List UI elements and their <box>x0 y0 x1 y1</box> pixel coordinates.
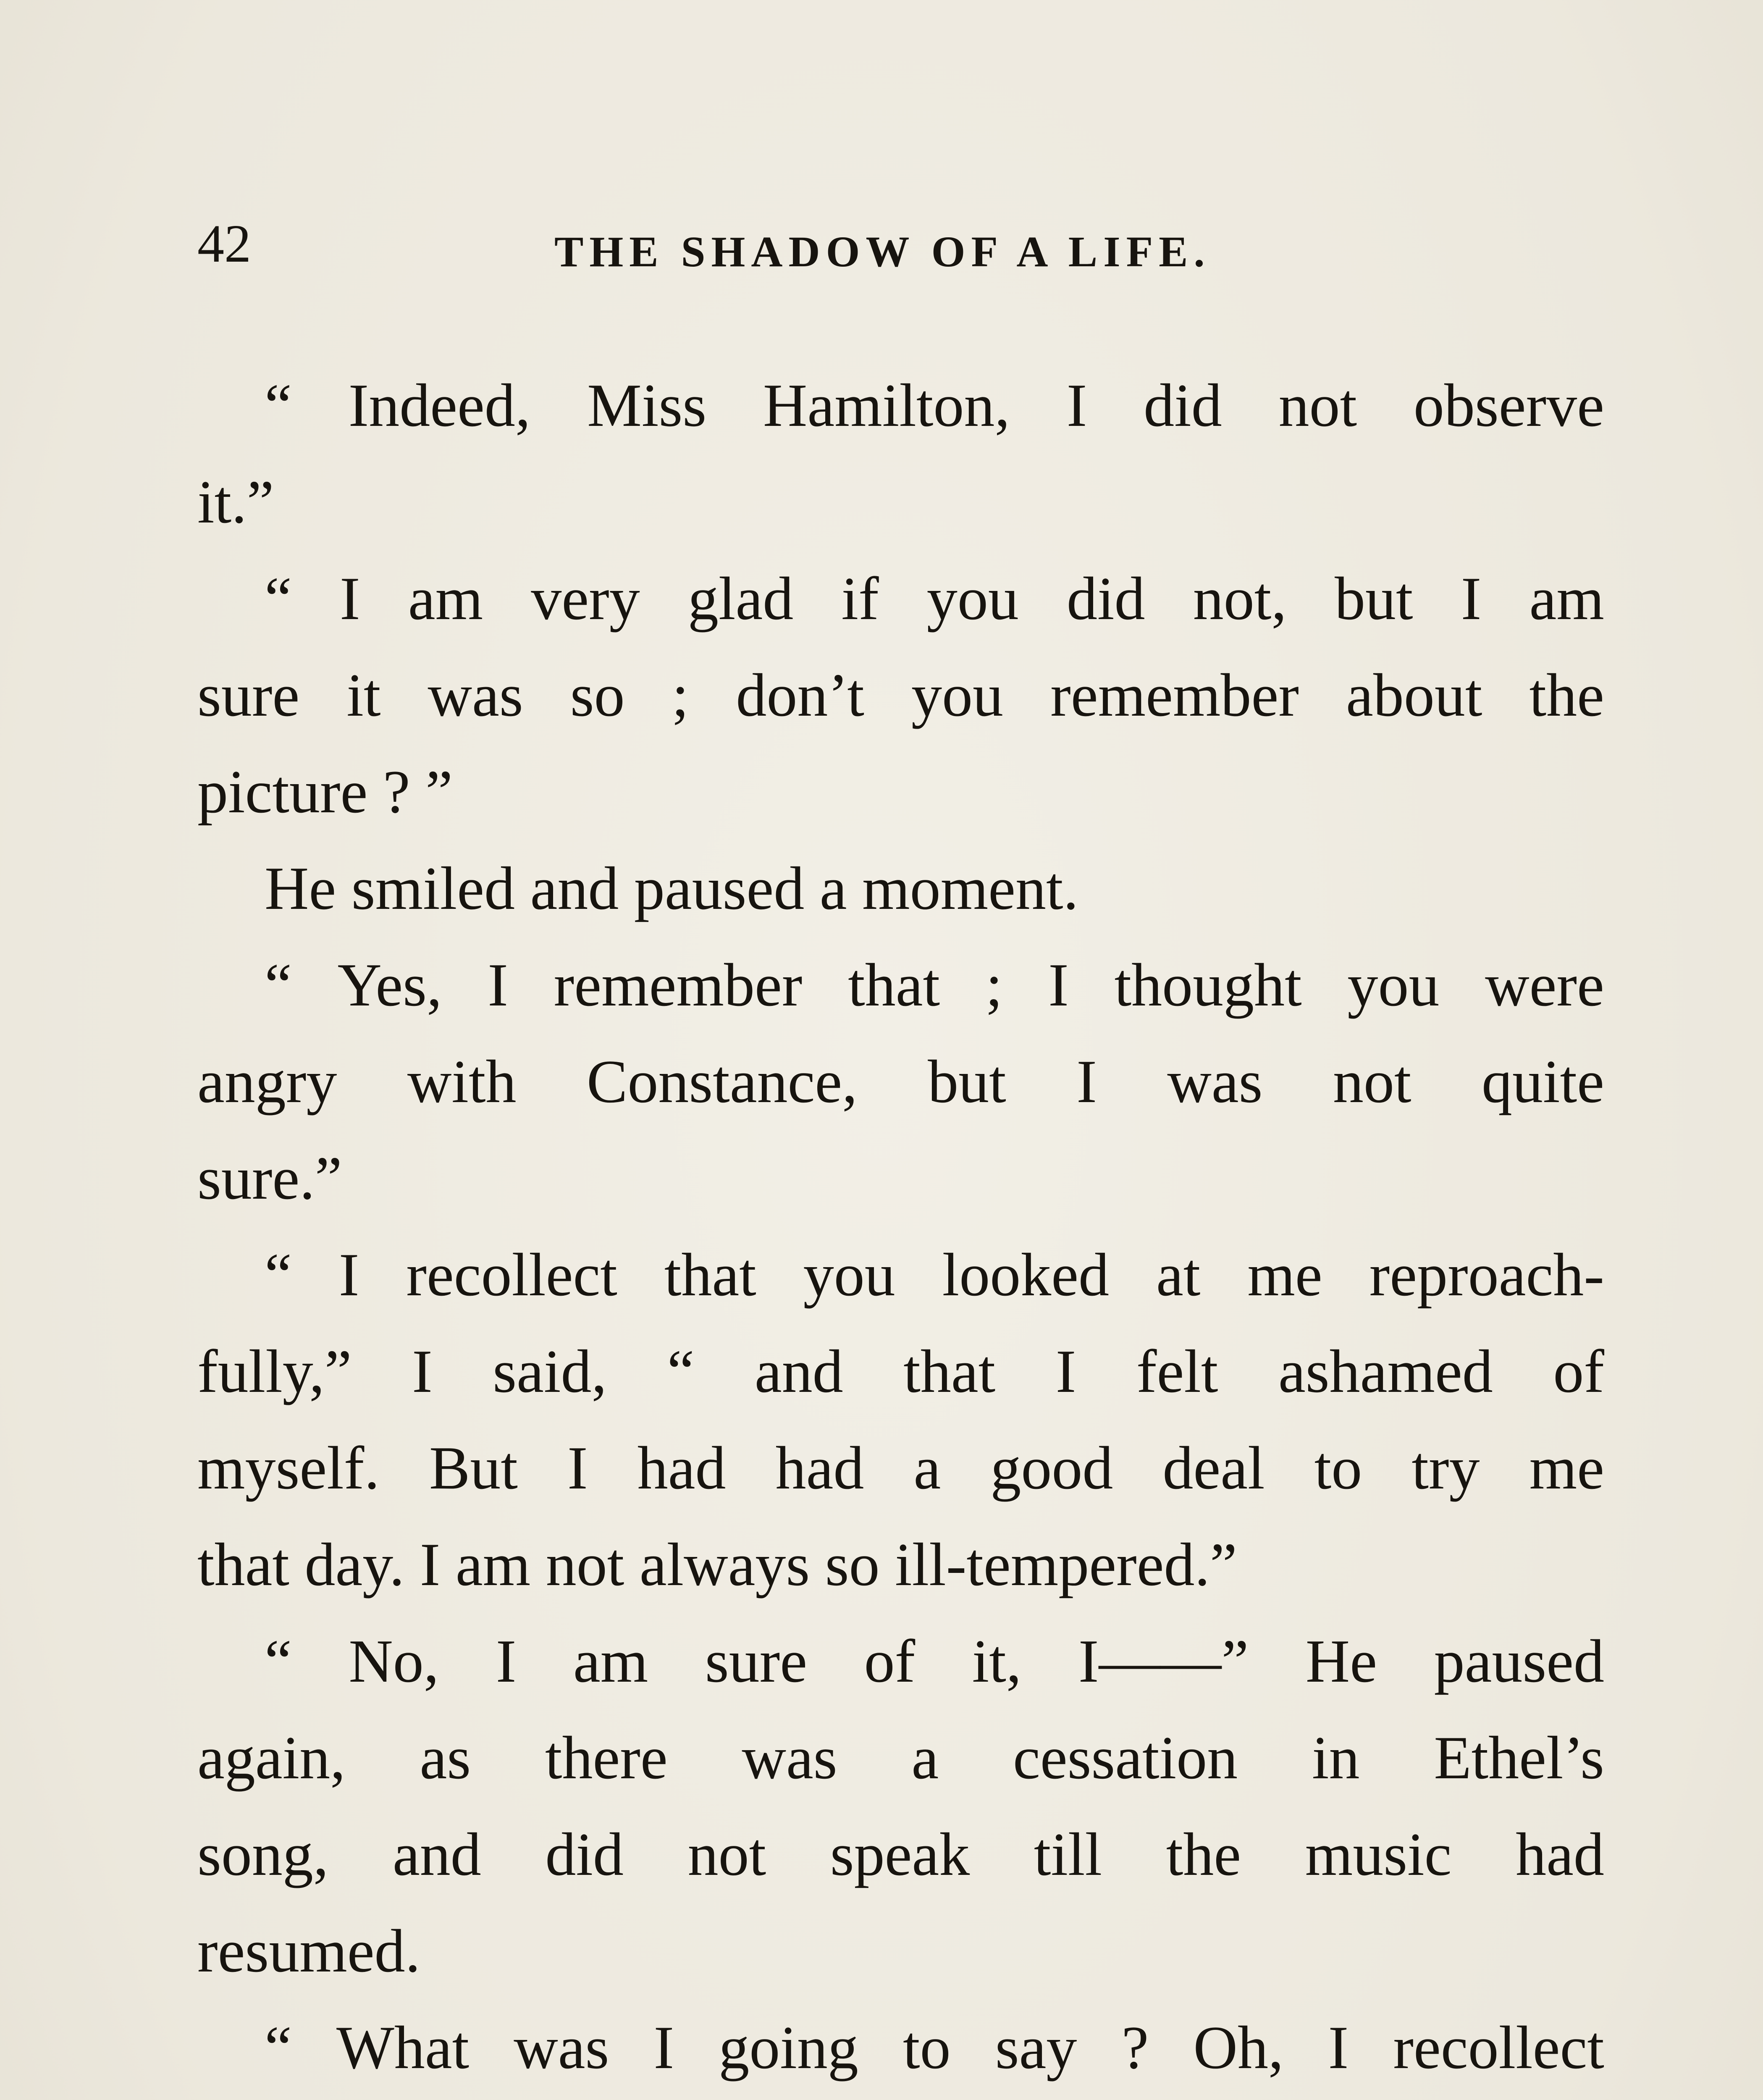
paragraph <box>197 840 1604 937</box>
body-text <box>197 357 1604 2100</box>
page-header <box>197 212 1600 275</box>
text-line: “ Indeed, Miss Hamilton, I did not observe <box>265 371 1604 439</box>
text-line: picture ? ” <box>197 758 453 826</box>
text-line: “ I recollect that you looked at me reproach- <box>265 1241 1604 1309</box>
text-line: “ Yes, I remember that ; I thought you were <box>265 951 1604 1019</box>
text-line: “ I am very glad if you did not, but I am <box>265 564 1604 633</box>
paragraph <box>197 357 1604 550</box>
text-line: it.” <box>197 468 274 536</box>
text-line: again, as there was a cessation in Ethel’s <box>197 1724 1604 1792</box>
text-line: “ No, I am sure of it, I——” He paused <box>265 1627 1604 1695</box>
text-line: fully,” I said, “ and that I felt ashamed of <box>197 1337 1604 1405</box>
paragraph <box>197 937 1604 1226</box>
text-line: “ What was I going to say ? Oh, I recollect <box>265 2013 1604 2082</box>
paragraph <box>197 1226 1604 1613</box>
text-line: resumed. <box>197 1917 421 1985</box>
text-line <box>197 2096 1604 2100</box>
text-line: sure it was so ; don’t you remember about the <box>197 661 1604 729</box>
text-line: that day. I am not always so ill-tempered.” <box>197 1530 1237 1599</box>
text-line: sure.” <box>197 1144 342 1212</box>
text-line: angry with Constance, but I was not quite <box>197 1047 1604 1116</box>
running-title: THE SHADOW OF A LIFE. <box>554 228 1211 276</box>
text-line: song, and did not speak till the music had <box>197 1820 1604 1888</box>
page-number: 42 <box>197 214 251 273</box>
text-line: He smiled and paused a moment. <box>265 854 1079 922</box>
paragraph <box>197 1999 1604 2100</box>
text-line: myself. But I had had a good deal to try me <box>197 1434 1604 1502</box>
paragraph <box>197 550 1604 840</box>
paragraph <box>197 1613 1604 1999</box>
